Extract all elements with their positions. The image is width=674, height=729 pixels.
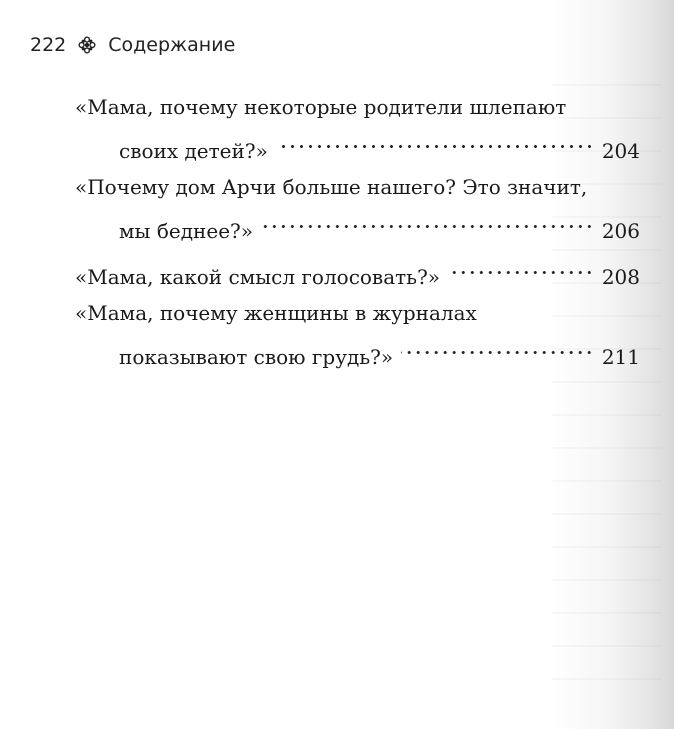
toc-entry-title: «Мама, почему некоторые родители шлепают bbox=[75, 95, 567, 119]
section-title: Содержание bbox=[108, 34, 236, 56]
toc-entry-page: 208 bbox=[601, 265, 640, 289]
dot-leader bbox=[276, 124, 594, 158]
toc-entry-page: 211 bbox=[601, 345, 640, 369]
toc-entry[interactable] bbox=[75, 250, 640, 294]
toc-entry-lastline bbox=[75, 250, 640, 294]
toc-entry-title-continued: своих детей?» bbox=[119, 139, 268, 163]
toc-entry-lastline bbox=[75, 124, 640, 168]
toc-entry-lastline bbox=[75, 204, 640, 248]
toc-entry-title: «Почему дом Арчи больше нашего? Это значит, bbox=[75, 175, 588, 199]
running-header bbox=[30, 30, 235, 60]
toc-entry-page: 204 bbox=[601, 139, 640, 163]
table-of-contents bbox=[75, 90, 640, 376]
dot-leader bbox=[401, 330, 594, 364]
flower-ornament-icon bbox=[78, 36, 96, 54]
toc-entry-title: «Мама, почему женщины в журналах bbox=[75, 301, 477, 325]
page-number: 222 bbox=[30, 34, 67, 56]
toc-entry[interactable] bbox=[75, 170, 640, 248]
toc-entry-page: 206 bbox=[601, 219, 640, 243]
toc-entry-title-continued: показывают свою грудь?» bbox=[119, 345, 394, 369]
toc-entry-lastline bbox=[75, 330, 640, 374]
toc-entry-title-continued: мы беднее?» bbox=[119, 219, 253, 243]
toc-entry[interactable] bbox=[75, 90, 640, 168]
dot-leader bbox=[261, 204, 594, 238]
dot-leader bbox=[448, 250, 594, 284]
toc-entry-title: «Мама, какой смысл голосовать?» bbox=[75, 265, 441, 289]
toc-entry[interactable] bbox=[75, 296, 640, 374]
